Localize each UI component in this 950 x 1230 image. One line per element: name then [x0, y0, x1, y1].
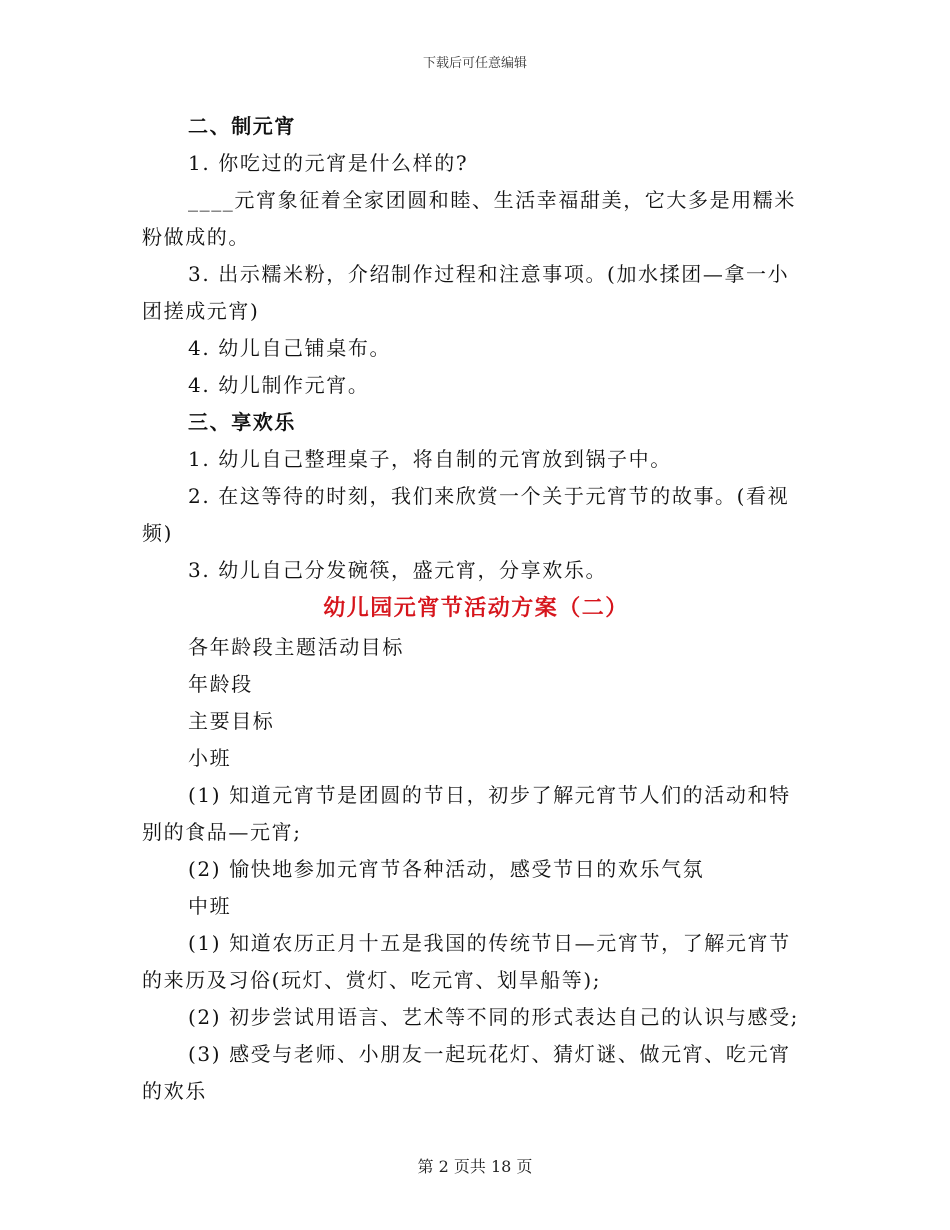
intro-line: 各年龄段主题活动目标	[188, 635, 404, 659]
list-item: 4. 幼儿自己铺桌布。	[188, 336, 392, 360]
page-footer: 第 2 页共 18 页	[417, 1157, 533, 1176]
goal-item: (1) 知道元宵节是团圆的节日，初步了解元宵节人们的活动和特别的食品—元宵;	[142, 783, 791, 844]
goal-item: (2) 愉快地参加元宵节各种活动，感受节日的欢乐气氛	[188, 857, 705, 881]
list-item: 3. 出示糯米粉，介绍制作过程和注意事项。(加水揉团—拿一小团搓成元宵)	[142, 262, 790, 323]
list-item: 1. 你吃过的元宵是什么样的?	[188, 151, 469, 175]
goal-item: (3) 感受与老师、小朋友一起玩花灯、猜灯谜、做元宵、吃元宵的欢乐	[142, 1042, 791, 1103]
class-label-middle: 中班	[188, 894, 232, 918]
list-item: 1. 幼儿自己整理桌子，将自制的元宵放到锅子中。	[188, 447, 672, 471]
list-item: ____元宵象征着全家团圆和睦、生活幸福甜美，它大多是用糯米粉做成的。	[142, 188, 796, 249]
intro-line: 年龄段	[188, 672, 253, 696]
section-heading-enjoy: 三、享欢乐	[188, 410, 296, 434]
goal-item: (2) 初步尝试用语言、艺术等不同的形式表达自己的认识与感受;	[188, 1005, 800, 1029]
section-heading-make-yuanxiao: 二、制元宵	[188, 114, 296, 138]
intro-line: 主要目标	[188, 709, 275, 733]
class-label-small: 小班	[188, 746, 232, 770]
goal-item: (1) 知道农历正月十五是我国的传统节日—元宵节，了解元宵节的来历及习俗(玩灯、赏灯、吃元宵、划旱船等);	[142, 931, 791, 992]
document-body	[142, 108, 810, 1110]
page-header-note: 下载后可任意编辑	[422, 56, 527, 71]
list-item: 2. 在这等待的时刻，我们来欣赏一个关于元宵节的故事。(看视频)	[142, 484, 790, 545]
plan-title: 幼儿园元宵节活动方案（二）	[323, 596, 629, 621]
list-item: 4. 幼儿制作元宵。	[188, 373, 370, 397]
list-item: 3. 幼儿自己分发碗筷，盛元宵，分享欢乐。	[188, 558, 608, 582]
